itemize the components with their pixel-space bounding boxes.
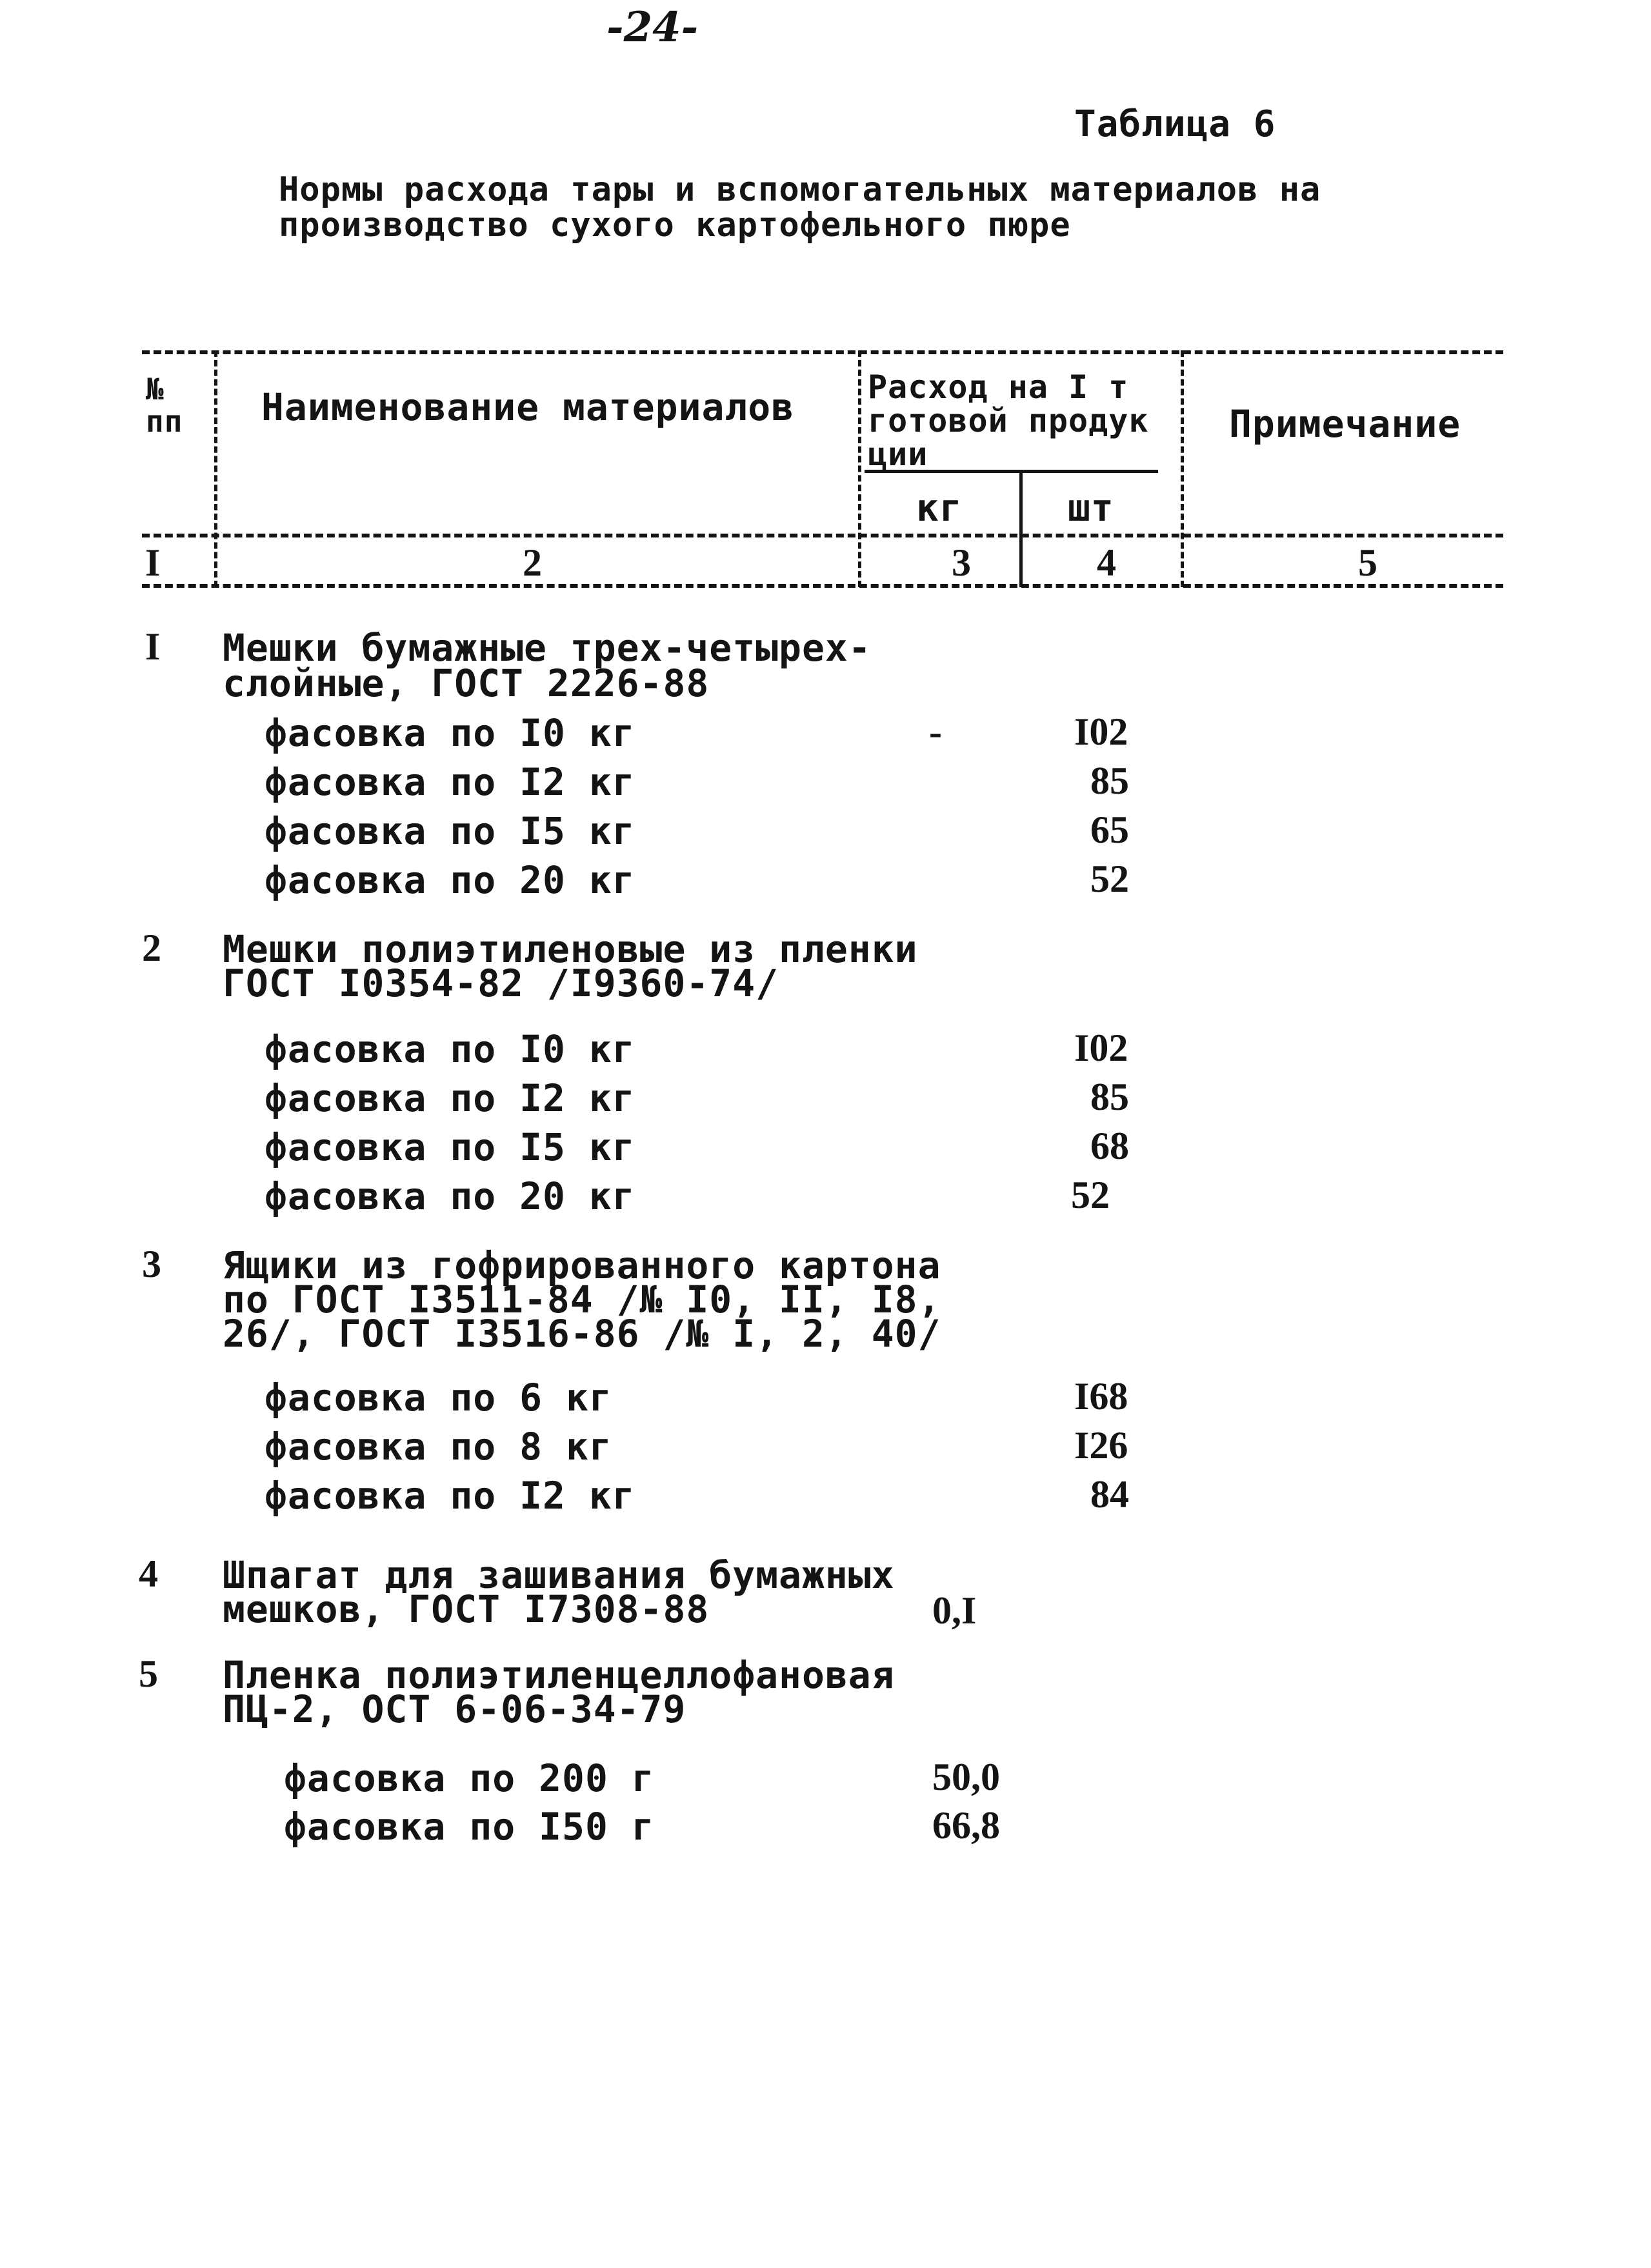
- kg-value: 66,8: [932, 1804, 1000, 1847]
- row-number: 2: [142, 927, 161, 969]
- pcs-value: 85: [1090, 759, 1129, 802]
- package-label: фасовка по I5 кг: [265, 809, 635, 853]
- package-label: фасовка по I5 кг: [265, 1125, 635, 1169]
- column-number-3: 3: [952, 541, 971, 584]
- pcs-value: I26: [1074, 1424, 1128, 1467]
- column-number-1: I: [145, 541, 161, 584]
- column-divider-3: [1019, 470, 1023, 587]
- package-label: фасовка по I0 кг: [265, 1027, 635, 1071]
- column-number-5: 5: [1358, 541, 1377, 584]
- package-label: фасовка по I2 кг: [265, 1076, 635, 1120]
- package-label: фасовка по 6 кг: [265, 1376, 612, 1420]
- pcs-value: 68: [1090, 1125, 1129, 1167]
- row-number: 5: [139, 1652, 158, 1695]
- material-name: мешков, ГОСТ I7308-88: [223, 1587, 710, 1631]
- package-label: фасовка по 8 кг: [265, 1425, 612, 1469]
- material-name: ГОСТ I0354-82 /I9360-74/: [223, 961, 779, 1005]
- material-name: слойные, ГОСТ 2226-88: [223, 661, 710, 705]
- header-col1-no: №: [146, 372, 165, 406]
- material-name: 26/, ГОСТ I3516-86 /№ I, 2, 40/: [223, 1312, 941, 1356]
- package-label: фасовка по 200 г: [284, 1756, 655, 1800]
- column-numbers-rule: [142, 584, 1503, 588]
- pcs-value: 85: [1090, 1076, 1129, 1118]
- material-name: по ГОСТ I3511-84 /№ I0, II, I8,: [223, 1278, 941, 1321]
- kg-value: 0,I: [932, 1589, 977, 1632]
- pcs-value: 52: [1071, 1174, 1110, 1216]
- pcs-value: I68: [1074, 1375, 1128, 1418]
- table-label: Таблица 6: [1074, 103, 1276, 145]
- table-title-line-1: Нормы расхода тары и вспомогательных материалов на: [279, 170, 1321, 209]
- package-label: фасовка по I2 кг: [265, 1474, 635, 1518]
- column-number-4: 4: [1097, 541, 1116, 584]
- header-col1-pp: пп: [146, 404, 183, 439]
- column-divider-1: [214, 350, 217, 587]
- material-name: Ящики из гофрированного картона: [223, 1243, 941, 1287]
- pcs-value: 84: [1090, 1473, 1129, 1516]
- header-col5-remark: Примечание: [1229, 402, 1461, 446]
- row-number: 4: [139, 1552, 158, 1595]
- material-name: Мешки полиэтиленовые из пленки: [223, 927, 918, 971]
- pcs-value: 52: [1090, 858, 1129, 900]
- pcs-value: 65: [1090, 808, 1129, 851]
- package-label: фасовка по 20 кг: [265, 1174, 635, 1218]
- material-name: Пленка полиэтиленцеллофановая: [223, 1653, 895, 1697]
- column-divider-2: [858, 350, 861, 587]
- package-label: фасовка по I50 г: [284, 1805, 655, 1849]
- header-col3-line-1: Расход на I т: [868, 368, 1129, 406]
- material-name: ПЦ-2, ОСТ 6-06-34-79: [223, 1687, 686, 1731]
- package-label: фасовка по 20 кг: [265, 858, 635, 902]
- kg-value: -: [929, 710, 942, 753]
- row-number: I: [145, 625, 161, 668]
- kg-value: 50,0: [932, 1756, 1000, 1798]
- package-label: фасовка по I0 кг: [265, 711, 635, 755]
- material-name: Мешки бумажные трех-четырех-: [223, 626, 872, 670]
- header-col2-name: Наименование материалов: [261, 385, 795, 429]
- pcs-value: I02: [1074, 1027, 1128, 1069]
- header-col3-kg: кг: [916, 486, 963, 530]
- header-col3-line-2: готовой продук: [868, 402, 1149, 439]
- header-col3-line-3: ции: [868, 436, 928, 473]
- column-divider-4: [1181, 350, 1184, 587]
- column-number-2: 2: [523, 541, 542, 584]
- pcs-value: I02: [1074, 710, 1128, 753]
- header-col3-pcs: шт: [1068, 486, 1114, 530]
- header-bottom-rule: [142, 534, 1503, 537]
- package-label: фасовка по I2 кг: [265, 760, 635, 804]
- table-title-line-2: производство сухого картофельного пюре: [279, 206, 1071, 245]
- page-number: -24-: [606, 3, 699, 52]
- row-number: 3: [142, 1243, 161, 1285]
- header-top-rule: [142, 350, 1503, 354]
- material-name: Шпагат для зашивания бумажных: [223, 1553, 895, 1597]
